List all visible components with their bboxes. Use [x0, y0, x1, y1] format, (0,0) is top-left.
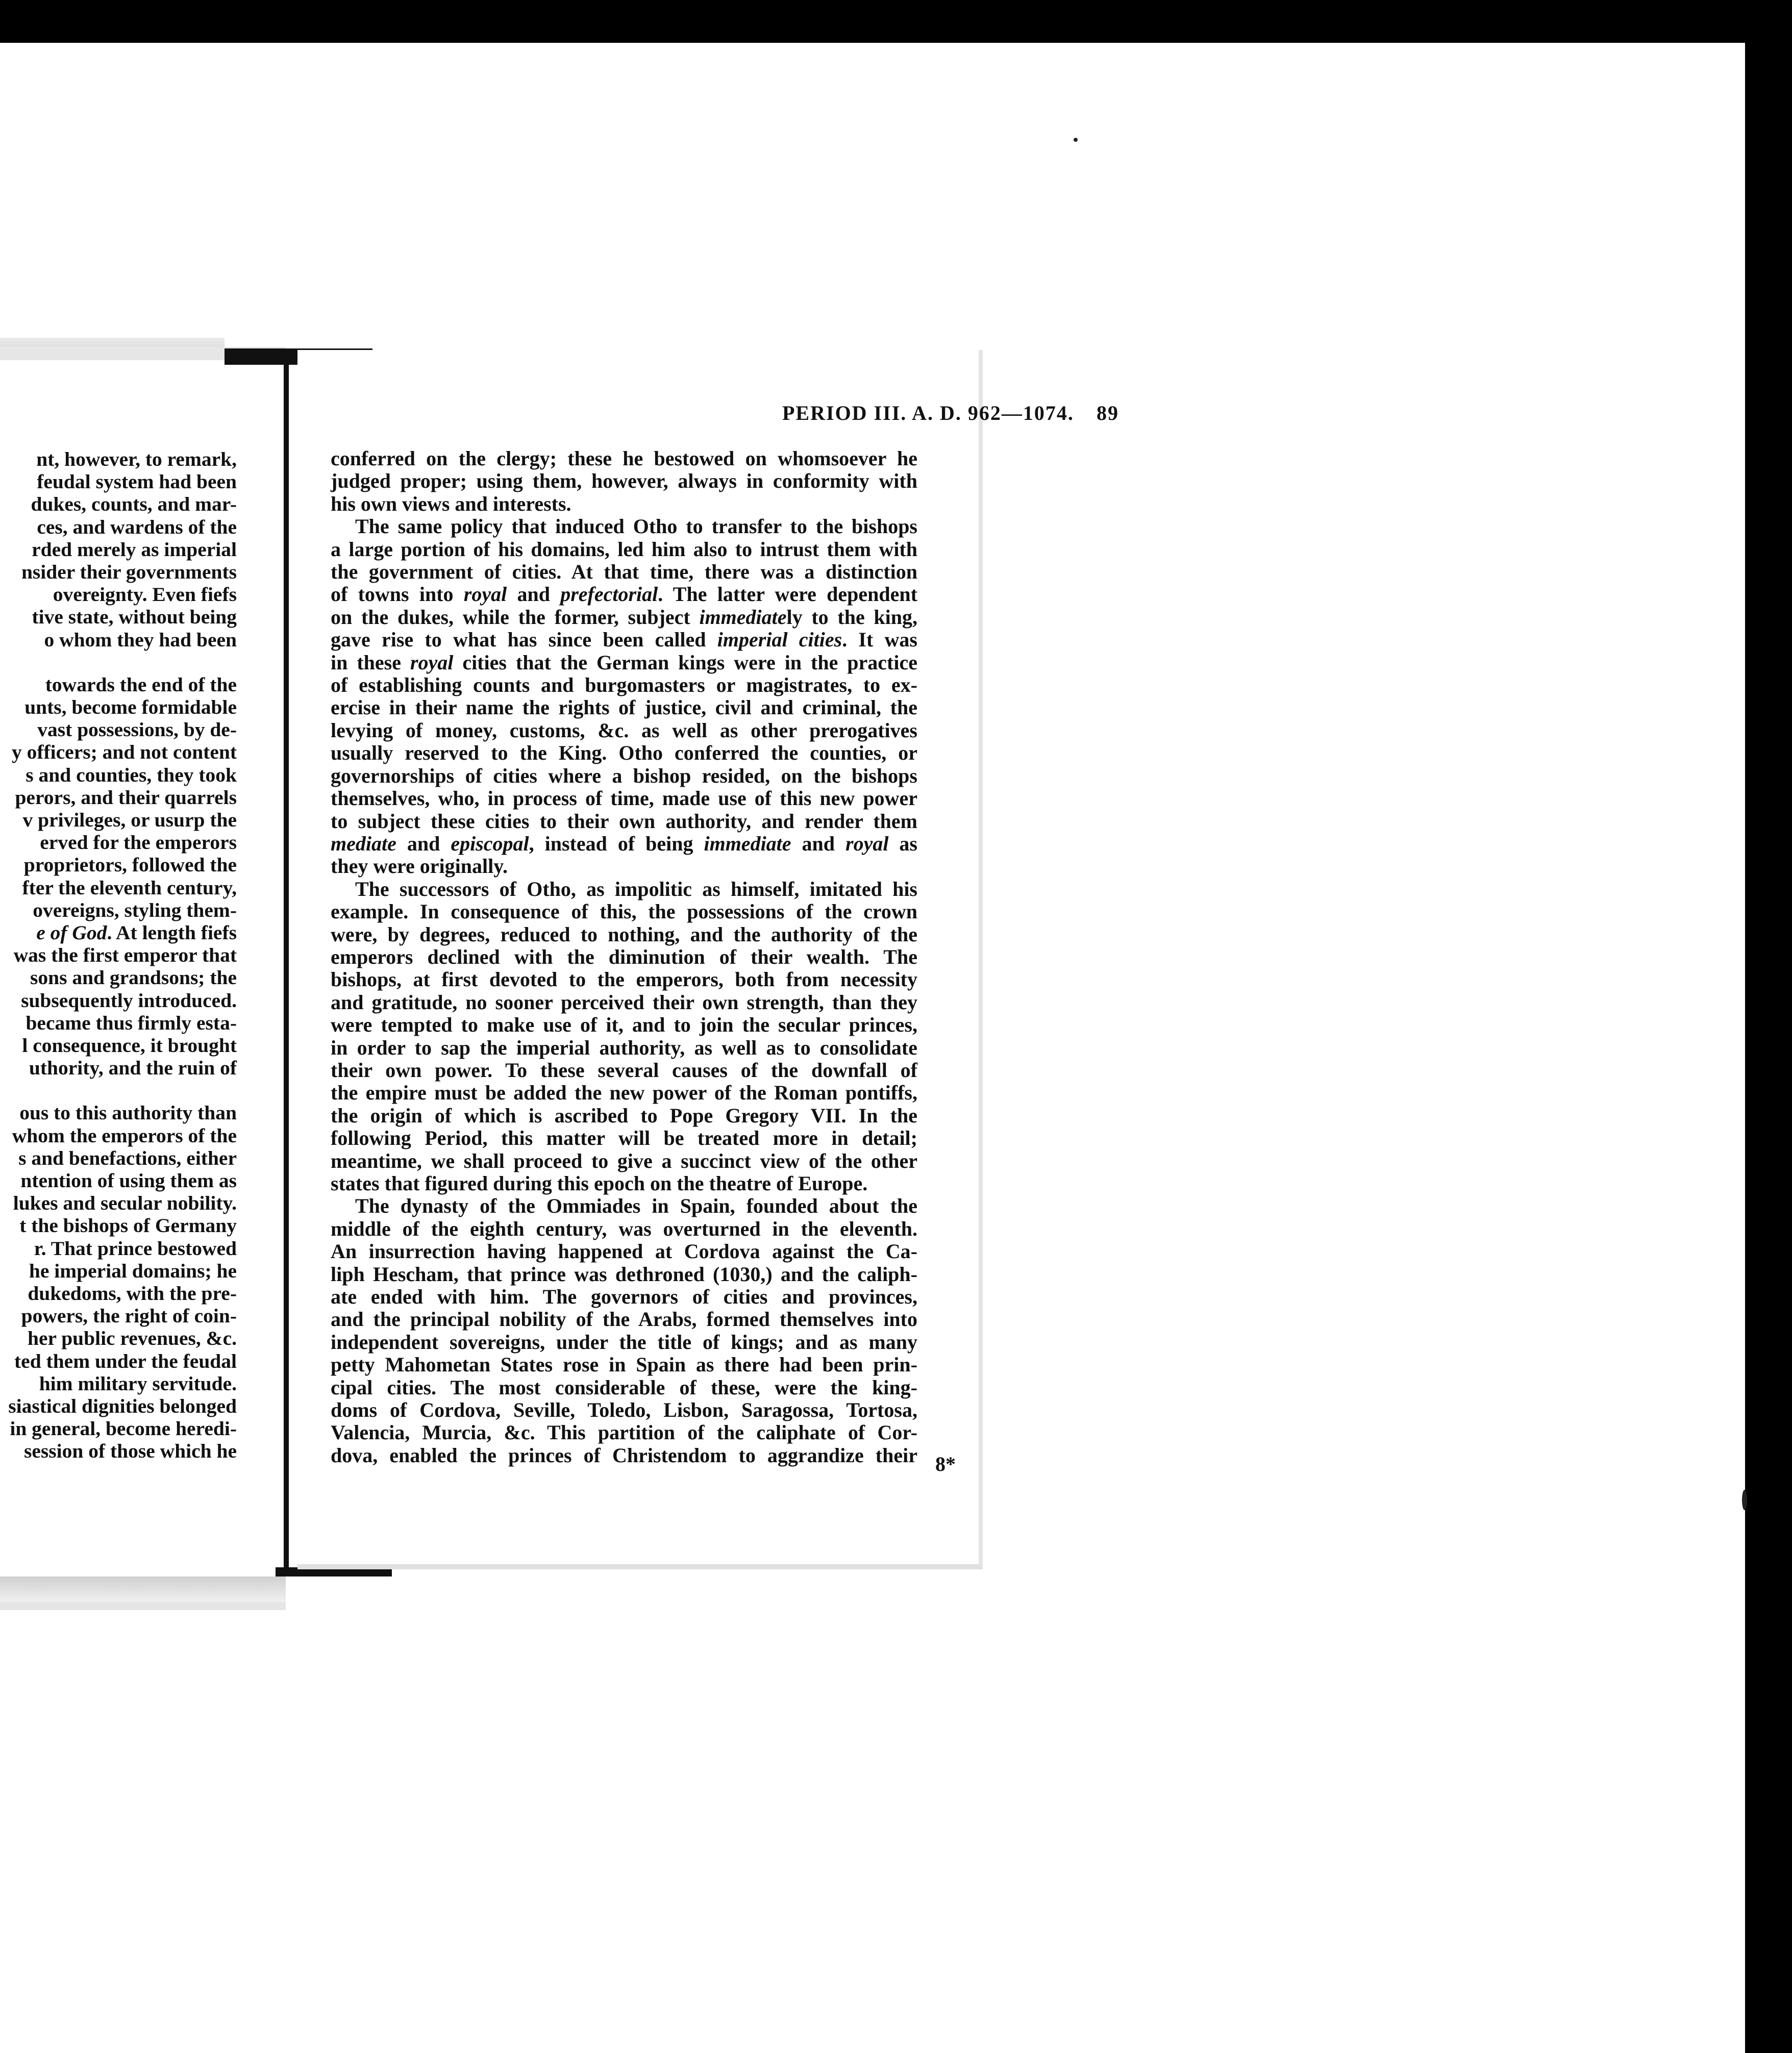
text-line: were tempted to make use of it, and to join the secular princes,: [331, 1013, 917, 1037]
previous-page-line: o whom they had been: [44, 628, 237, 651]
text-line: The same policy that induced Otho to transfer to the bishops: [355, 515, 917, 538]
text-line: governorships of cities where a bishop resided, on the bishops: [331, 764, 917, 787]
text-line: themselves, who, in process of time, made use of this new power: [331, 787, 917, 810]
text-line: liph Hescham, that prince was dethroned (1030,) and the caliph-: [331, 1262, 917, 1286]
page-number: 89: [1097, 402, 1119, 424]
text-line: of establishing counts and burgomasters or magistrates, to ex-: [331, 673, 917, 697]
previous-page-line: ntention of using them as: [20, 1169, 237, 1192]
text-line: independent sovereigns, under the title of kings; and as many: [331, 1330, 917, 1354]
previous-page-line: in general, become heredi-: [10, 1417, 237, 1440]
text-line: and gratitude, no sooner perceived their own strength, than they: [331, 990, 917, 1014]
text-line: in order to sap the imperial authority, as well as to consolidate: [331, 1036, 917, 1059]
previous-page-line: him military servitude.: [39, 1372, 237, 1395]
text-line: in these royal cities that the German kings were in the practice: [331, 650, 917, 674]
text-line: mediate and episcopal, instead of being immediate and royal as: [331, 832, 917, 855]
text-line: the empire must be added the new power of the Roman pontiffs,: [331, 1081, 917, 1105]
previous-page-fragment: [0, 347, 286, 1610]
previous-page-line: [0, 1079, 237, 1101]
previous-page-line: sons and grandsons; the: [30, 966, 237, 989]
left-page-bottom-shadow: [0, 1576, 286, 1602]
text-line: on the dukes, while the former, subject immediately to the king,: [331, 605, 918, 629]
scan-right-edge: [1745, 43, 1792, 2053]
text-line: cipal cities. The most considerable of these, were the king-: [331, 1375, 917, 1399]
previous-page-line: nt, however, to remark,: [36, 448, 237, 470]
text-line: following Period, this matter will be treated more in detail;: [331, 1126, 917, 1150]
page-body-text: [331, 447, 917, 1467]
previous-page-line: powers, the right of coin-: [21, 1305, 237, 1328]
text-line: the government of cities. At that time, there was a distinction: [331, 560, 917, 584]
text-line: example. In consequence of this, the possessions of the crown: [331, 900, 917, 923]
previous-page-line: t the bishops of Germany: [19, 1214, 237, 1237]
previous-page-line: ces, and wardens of the: [37, 515, 237, 538]
text-line: they were originally.: [331, 855, 508, 878]
previous-page-line: lukes and secular nobility.: [13, 1192, 237, 1215]
previous-page-line: he imperial domains; he: [29, 1259, 237, 1282]
previous-page-line: perors, and their quarrels: [15, 786, 237, 809]
text-line: of towns into royal and prefectorial. The latter were dependent: [331, 583, 917, 606]
previous-page-line: whom the emperors of the: [12, 1124, 237, 1147]
previous-page-line: vast possessions, by de-: [37, 718, 237, 741]
previous-page-line: rded merely as imperial: [32, 538, 237, 561]
previous-page-line: session of those which he: [24, 1440, 237, 1463]
previous-page-line: was the first emperor that: [13, 944, 237, 967]
previous-page-line: siastical dignities belonged: [8, 1394, 237, 1417]
previous-page-line: s and counties, they took: [26, 763, 237, 786]
previous-page-line: [0, 651, 237, 673]
text-line: meantime, we shall proceed to give a succinct view of the other: [331, 1149, 917, 1172]
text-line: petty Mahometan States rose in Spain as there had been prin-: [331, 1353, 917, 1376]
text-line: the origin of which is ascribed to Pope Gregory VII. In the: [331, 1104, 917, 1127]
dust-speck: [1074, 138, 1078, 142]
text-line: Valencia, Murcia, &c. This partition of the caliphate of Cor-: [331, 1421, 917, 1444]
dust-speck: [1742, 1490, 1747, 1510]
previous-page-line: s and benefactions, either: [18, 1146, 237, 1169]
text-line: doms of Cordova, Seville, Toledo, Lisbon, Saragossa, Tortosa,: [331, 1398, 917, 1422]
previous-page-line: dukes, counts, and mar-: [31, 493, 237, 516]
previous-page-line: unts, become formidable: [24, 696, 237, 719]
text-line: The successors of Otho, as impolitic as himself, imitated his: [355, 877, 917, 900]
previous-page-line: e of God. At length fiefs: [36, 921, 237, 944]
text-line: gave rise to what has since been called imperial cities. It was: [331, 628, 918, 652]
text-line: ate ended with him. The governors of cities and provinces,: [331, 1285, 917, 1309]
previous-page-line: l consequence, it brought: [22, 1034, 237, 1057]
text-line: emperors declined with the diminution of their wealth. The: [331, 945, 917, 968]
previous-page-line: dukedoms, with the pre-: [28, 1282, 237, 1305]
previous-page-line: ous to this authority than: [19, 1101, 237, 1124]
previous-page-line: proprietors, followed the: [23, 854, 237, 877]
previous-page-line: became thus firmly esta-: [26, 1011, 237, 1034]
text-line: to subject these cities to their own authority, and render them: [331, 809, 917, 833]
text-line: and the principal nobility of the Arabs, formed themselves into: [331, 1308, 917, 1331]
text-line: were, by degrees, reduced to nothing, and the authority of the: [331, 922, 917, 946]
running-head-label: PERIOD III. A. D. 962—1074.: [782, 402, 1074, 424]
previous-page-line: erved for the emperors: [40, 831, 237, 854]
previous-page-line: ted them under the feudal: [14, 1349, 237, 1372]
text-line: The dynasty of the Ommiades in Spain, founded about the: [355, 1194, 917, 1218]
text-line: his own views and interests.: [331, 492, 571, 515]
previous-page-line: nsider their governments: [21, 560, 237, 583]
text-line: a large portion of his domains, led him also to intrust them with: [331, 537, 917, 561]
previous-page-line: her public revenues, &c.: [28, 1327, 237, 1350]
previous-page-line: r. That prince bestowed: [34, 1237, 237, 1260]
text-line: levying of money, customs, &c. as well as other prerogatives: [331, 718, 917, 742]
previous-page-line: v privileges, or usurp the: [22, 809, 237, 831]
text-line: conferred on the clergy; these he bestowed on whomsoever he: [331, 447, 917, 470]
text-line: ercise in their name the rights of justice, civil and criminal, the: [331, 696, 917, 719]
text-line: states that figured during this epoch on the theatre of Europe.: [331, 1172, 868, 1195]
previous-page-line: fter the eleventh century,: [22, 876, 237, 899]
text-line: An insurrection having happened at Cordova against the Ca-: [331, 1240, 917, 1263]
previous-page-line: overeigns, styling them-: [33, 898, 237, 921]
text-line: middle of the eighth century, was overturned in the eleventh.: [331, 1217, 917, 1240]
text-line: usually reserved to the King. Otho conferred the counties, or: [331, 741, 917, 765]
previous-page-line: uthority, and the ruin of: [29, 1057, 237, 1080]
text-line: judged proper; using them, however, always in conformity with: [331, 469, 917, 493]
text-line: bishops, at first devoted to the emperors, both from necessity: [331, 968, 917, 991]
previous-page-line: towards the end of the: [45, 673, 237, 696]
previous-page-line: overeignty. Even fiefs: [53, 583, 237, 606]
previous-page-line: subsequently introduced.: [21, 989, 237, 1012]
previous-page-line: feudal system had been: [37, 470, 237, 493]
current-page: [297, 350, 1119, 1569]
previous-page-line: tive state, without being: [32, 606, 237, 629]
signature-mark: 8*: [935, 1453, 956, 1475]
text-line: their own power. To these several causes of the downfall of: [331, 1058, 917, 1082]
book-spine: [284, 359, 289, 1576]
text-line: dova, enabled the princes of Christendom to aggrandize their: [331, 1443, 917, 1467]
previous-page-text: [0, 448, 237, 1462]
previous-page-line: y officers; and not content: [11, 741, 237, 764]
